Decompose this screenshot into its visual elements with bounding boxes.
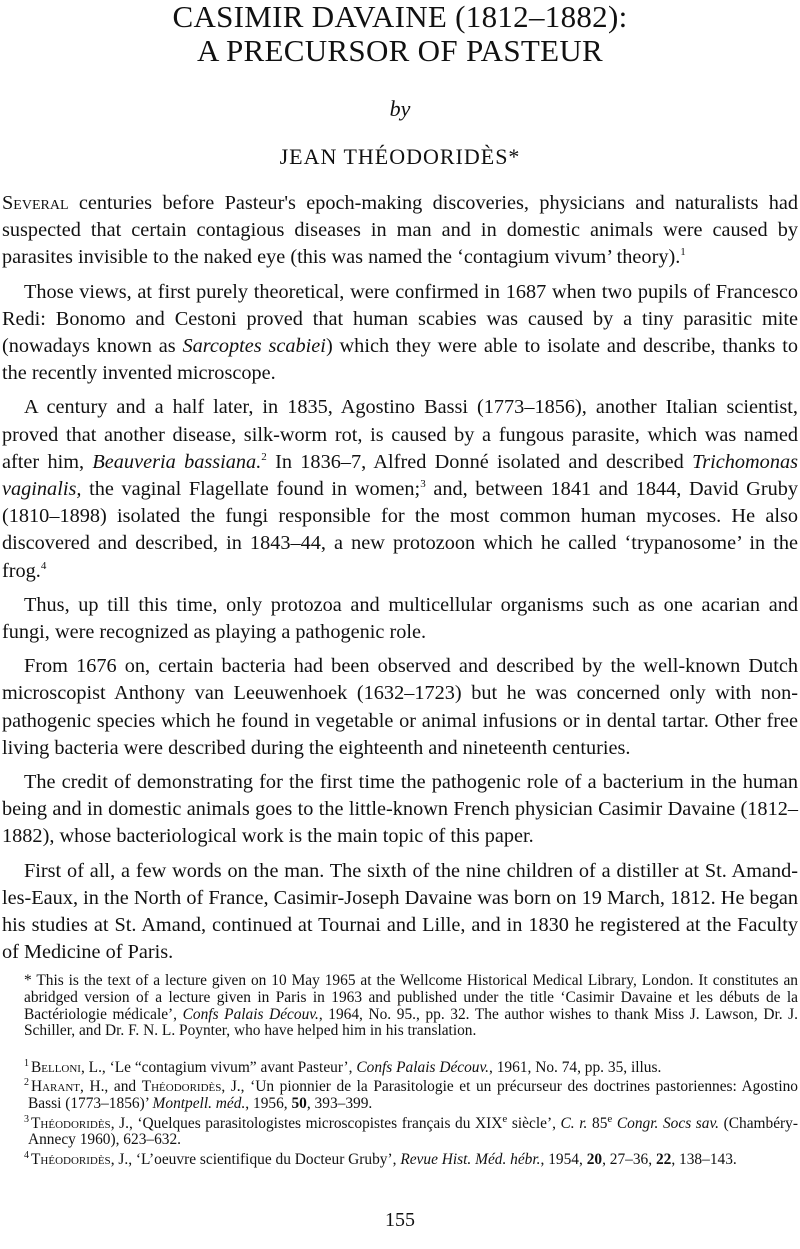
reference-author: Harant <box>31 1078 81 1096</box>
species-name: Sarcoptes scabiei <box>182 335 326 358</box>
paragraph-text: Those views, at first purely theoretical, were confirmed in 1687 when two pupils of Francesco Redi: Bonomo and Cestoni proved that human scabies was caused by a tiny parasitic mite (nowadays known as <box>2 280 798 358</box>
journal-name: C. r. <box>560 1114 588 1132</box>
reference-4 <box>2 1149 798 1169</box>
footnote-ref-2: 2 <box>261 451 267 464</box>
paragraph-5: From 1676 on, certain bacteria had been observed and described by the well-known Dutch microscopist Anthony van Leeuwenhoek (1632–1723) but he was concerned only with non-pathogenic species which he found in vegetable or animal infusions or in dental tartar. Other free living bacteria were described during the eighteenth and nineteenth centuries. <box>2 655 798 759</box>
reference-number: 1 <box>24 1057 29 1069</box>
drop-lead-word: Several <box>2 192 69 214</box>
reference-text: , H., and <box>80 1078 142 1096</box>
reference-number: 4 <box>24 1149 29 1161</box>
volume-number: 22 <box>655 1150 672 1168</box>
reference-text: , J., ‘L’oeuvre scientifique du Docteur Gruby’, <box>110 1150 401 1168</box>
journal-name: Congr. Socs sav. <box>616 1114 720 1132</box>
footnote-text: , 1964, No. 95., pp. 32. The author wishes to thank Miss J. Lawson, Dr. J. Schiller, and Dr. F. N. L. Poynter, who have helped him in his translation. <box>24 1005 799 1040</box>
paragraph-7: First of all, a few words on the man. The sixth of the nine children of a distiller at St. Amand-les-Eaux, in the North of France, Casimir-Joseph Davaine was born on 19 March, 1812. He began his studies at St. Amand, continued at Tournai and Lille, and in 1830 he registered at the Faculty of Medicine of Paris. <box>2 859 798 964</box>
footnote-ref-4: 4 <box>40 559 47 572</box>
paragraph-6: The credit of demonstrating for the first time the pathogenic role of a bacterium in the human being and in domestic animals goes to the little-known French physician Casimir Davaine (1812–1882), whose bacteriological work is the main topic of this paper. <box>2 771 798 848</box>
article-title <box>2 0 798 68</box>
journal-name: Revue Hist. Méd. hébr. <box>400 1150 541 1168</box>
reference-text: 85 <box>587 1114 608 1132</box>
journal-name: Montpell. méd. <box>152 1095 246 1113</box>
reference-1 <box>2 1057 798 1077</box>
reference-text: , 138–143. <box>671 1150 737 1168</box>
journal-name: Confs Palais Découv. <box>182 1005 319 1023</box>
paragraph-1 <box>2 190 798 272</box>
paragraph-text: the vaginal Flagellate found in women; <box>81 478 421 501</box>
article-body <box>2 190 798 966</box>
reference-2 <box>2 1079 798 1112</box>
footnote-ref-3: 3 <box>420 478 426 491</box>
reference-text: , 1954, <box>540 1150 587 1168</box>
volume-number: 20 <box>586 1150 603 1168</box>
page-number: 155 <box>385 1209 415 1231</box>
reference-text: , J., ‘Un pionnier de la Parasitologie et un précurseur des doctrines pastoriennes: Agostino Bassi (1773–1856)’ <box>28 1078 798 1113</box>
paragraph-text: centuries before Pasteur's epoch-making discoveries, physicians and naturalists had suspected that certain contagious diseases in man and in domestic animals were caused by parasites invisible to the naked eye (this was named the ‘contagium vivum’ theory). <box>2 192 798 269</box>
paragraph-3 <box>2 394 798 584</box>
footnote-text: * This is the text of a lecture given on 10 May 1965 at the Wellcome Historical Medical Library, London. It constitutes an abridged version of a lecture given in Paris in 1963 and published under the title ‘Casimir Davaine et les débuts de la Bactériologie médicale’, <box>24 972 798 1023</box>
paragraph-2 <box>2 279 798 388</box>
byline-by: by <box>389 96 411 121</box>
references <box>2 1057 798 1169</box>
paragraph-text: and, between 1841 and 1844, David Gruby (1810–1898) isolated the fungi responsible for the most common human mycoses. He also discovered and described, in 1843–44, a new protozoon which he called ‘trypanosome’ in the frog. <box>2 478 798 582</box>
reference-text: , 27–36, <box>602 1150 656 1168</box>
paragraph-text: In 1836–7, Alfred Donné isolated and described <box>266 450 693 473</box>
reference-author: Théodoridès <box>31 1150 111 1168</box>
author-footnote <box>2 973 798 1039</box>
title-line-1: CASIMIR DAVAINE (1812–1882): <box>172 0 628 34</box>
superscript: e <box>502 1112 508 1125</box>
paragraph-text: ) which they were able to isolate and describe, thanks to the recently invented microscope. <box>2 335 798 385</box>
journal-name: Confs Palais Découv. <box>356 1058 490 1076</box>
superscript: e <box>607 1112 613 1125</box>
species-name: Trichomonas vaginalis, <box>2 450 798 501</box>
reference-text: siècle’, <box>507 1114 561 1132</box>
reference-number: 2 <box>24 1077 29 1089</box>
reference-3 <box>2 1112 798 1149</box>
paragraph-text: A century and a half later, in 1835, Agostino Bassi (1773–1856), another Italian scientist, proved that another disease, silk-worm rot, is caused by a fungous parasite, which was named after him, <box>2 396 798 473</box>
paragraph-4: Thus, up till this time, only protozoa and multicellular organisms such as one acarian and fungi, were recognized as playing a pathogenic role. <box>2 593 798 644</box>
reference-text: (Chambéry-Annecy 1960), 623–632. <box>28 1114 798 1149</box>
reference-author: Théodoridès <box>31 1114 111 1132</box>
footnote-ref-1: 1 <box>680 246 686 259</box>
author-name: JEAN THÉODORIDÈS* <box>279 144 521 169</box>
species-name: Beauveria bassiana. <box>92 450 262 473</box>
reference-text: , 1961, No. 74, pp. 35, illus. <box>489 1058 662 1076</box>
reference-text: , L., ‘Le “contagium vivum” avant Pasteur’, <box>80 1058 357 1076</box>
reference-author: Belloni <box>31 1058 81 1076</box>
title-line-2: A PRECURSOR OF PASTEUR <box>196 33 603 68</box>
reference-text: , 1956, <box>245 1095 292 1113</box>
volume-number: 50 <box>291 1095 307 1113</box>
reference-author: Théodoridès <box>141 1078 222 1096</box>
reference-number: 3 <box>24 1113 29 1125</box>
reference-text: , J., ‘Quelques parasitologistes microscopistes français du XIX <box>110 1114 503 1132</box>
reference-text: , 393–399. <box>306 1095 373 1113</box>
